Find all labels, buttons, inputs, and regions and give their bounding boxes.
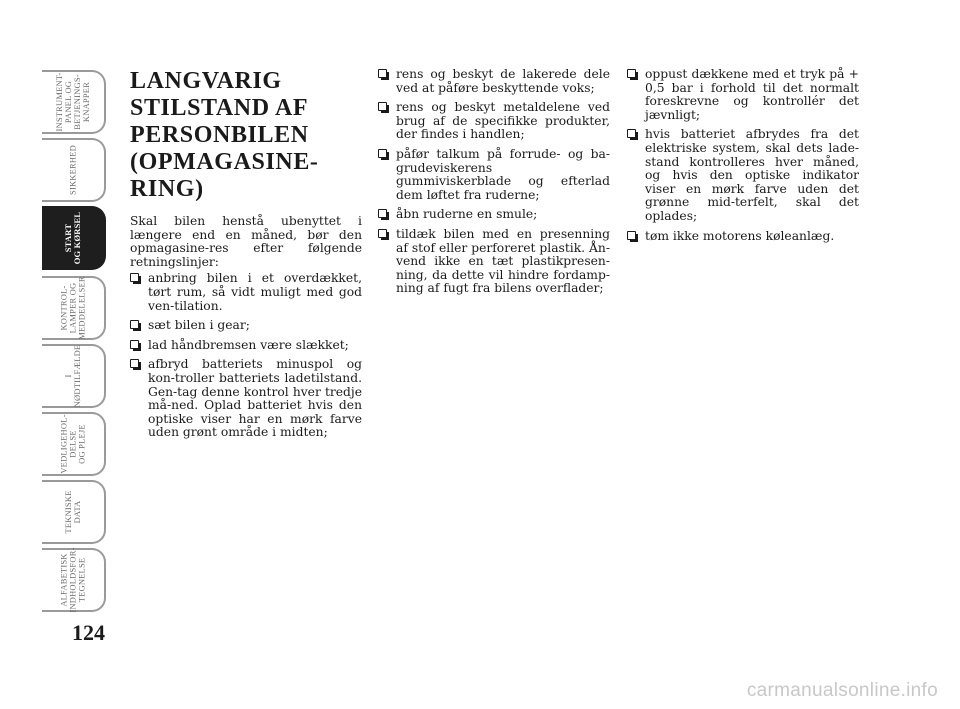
- list-item: rens og beskyt de lakerede dele ved at påføre beskyttende voks;: [378, 68, 610, 95]
- page-number: 124: [72, 620, 105, 645]
- checkbox-bullet-icon: [130, 320, 139, 329]
- tab-technical-data[interactable]: [42, 480, 106, 544]
- list-item: oppust dækkene med et tryk på + 0,5 bar i forhold til det normalt foreskrevne og kontrollér det jævnligt;: [627, 68, 859, 122]
- tab-index[interactable]: [42, 548, 106, 612]
- tab-label: I NØDTILFÆLDE: [63, 344, 82, 408]
- checklist-1: [130, 272, 362, 440]
- tab-label: START OG KØRSEL: [63, 211, 82, 265]
- list-item: rens og beskyt metaldelene ved brug af de specifikke produkter, der findes i handlen;: [378, 101, 610, 142]
- checkbox-bullet-icon: [378, 102, 387, 111]
- checkbox-bullet-icon: [627, 129, 636, 138]
- tab-emergency[interactable]: [42, 344, 106, 408]
- tab-warning-lights[interactable]: [42, 276, 106, 340]
- tab-label: ALFABETISK INDHOLDSFOR- TEGNELSE: [58, 547, 87, 613]
- list-item: afbryd batteriets minuspol og kon-troller batteriets ladetilstand. Gen-tag denne kontrol hver tredje må-ned. Oplad batteriet hvis den optiske viser har en mørk farve uden grønt område i midten;: [130, 358, 362, 440]
- column-3: [627, 68, 859, 249]
- tab-label: KONTROL- LAMPER OG MEDDELELSER: [58, 276, 87, 340]
- checkbox-bullet-icon: [627, 69, 636, 78]
- list-item: påfør talkum på forrude- og ba-grudeviskerens gummiviskerblade og efterlad dem løftet fra ruderne;: [378, 148, 610, 202]
- list-item: åbn ruderne en smule;: [378, 208, 610, 222]
- column-1: [130, 68, 362, 446]
- checkbox-bullet-icon: [130, 359, 139, 368]
- list-item: sæt bilen i gear;: [130, 319, 362, 333]
- intro-text: Skal bilen henstå ubenyttet i længere end en måned, bør den opmagasine-res efter følgende retningslinjer:: [130, 214, 362, 269]
- section-title: LANGVARIG STILSTAND AF PERSONBILEN (OPMAGASINE-RING): [130, 68, 319, 202]
- checkbox-bullet-icon: [378, 149, 387, 158]
- tab-label: SIKKERHED: [67, 145, 78, 195]
- checkbox-bullet-icon: [378, 69, 387, 78]
- checklist-2: [378, 68, 610, 296]
- list-item: hvis batteriet afbrydes fra det elektriske system, skal dets lade-stand kontrolleres hver måned, og hvis den optiske indikator viser en mørk farve uden det grønne mid-terfelt, skal det oplades;: [627, 128, 859, 223]
- watermark: carmanualsonline.info: [746, 680, 938, 701]
- checkbox-bullet-icon: [627, 231, 636, 240]
- list-item: tildæk bilen med en presenning af stof eller perforeret plastik. Ån-vend ikke en tæt plastikpresen-ning, da dette vil hindre fordamp-ning af fugt fra bilens overflader;: [378, 228, 610, 296]
- tab-label: INSTRUMENT- PANEL OG BETJENINGS- KNAPPER: [54, 72, 91, 132]
- tab-instrument-panel[interactable]: [42, 70, 106, 134]
- checkbox-bullet-icon: [378, 229, 387, 238]
- checkbox-bullet-icon: [130, 273, 139, 282]
- list-item: lad håndbremsen være slækket;: [130, 339, 362, 353]
- list-item: tøm ikke motorens køleanlæg.: [627, 230, 859, 244]
- checklist-3: [627, 68, 859, 243]
- column-2: [378, 68, 610, 302]
- tab-label: TEKNISKE DATA: [63, 490, 82, 534]
- checkbox-bullet-icon: [378, 209, 387, 218]
- tab-start-driving[interactable]: [42, 206, 106, 270]
- list-item: anbring bilen i et overdækket, tørt rum, så vidt muligt med god ven-tilation.: [130, 272, 362, 313]
- tab-label: VEDLIGEHOL- DELSE OG PLEJE: [58, 414, 87, 474]
- tab-safety[interactable]: [42, 138, 106, 202]
- tab-maintenance[interactable]: [42, 412, 106, 476]
- checkbox-bullet-icon: [130, 340, 139, 349]
